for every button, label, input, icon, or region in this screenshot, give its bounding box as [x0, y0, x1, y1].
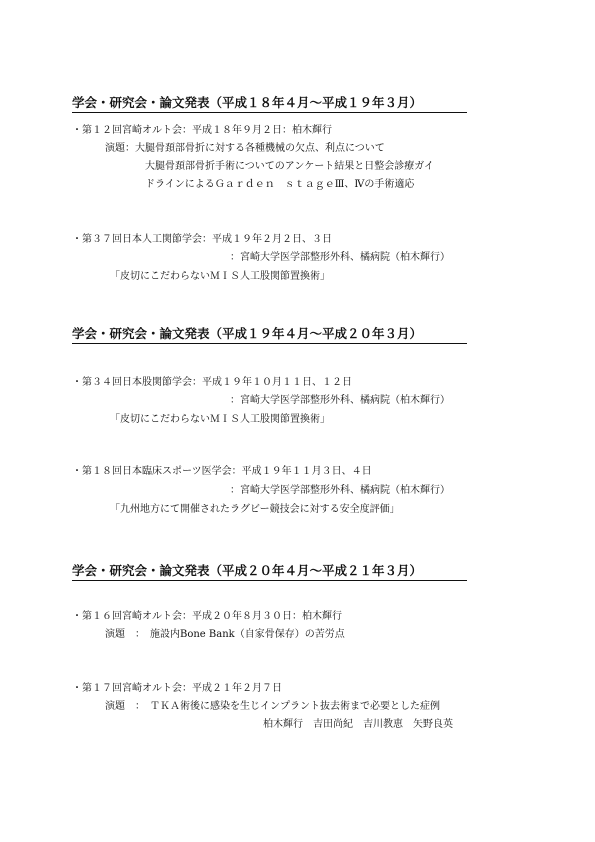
entry-h18-orto-meeting: ・第１２回宮崎オルト会：平成１８年９月２日：柏木輝行 — [72, 125, 332, 136]
section-heading-h18: 学会・研究会・論文発表（平成１８年４月～平成１９年３月） — [72, 95, 467, 113]
entry-h19-sports-medicine-title: 「九州地方にて開催されたラグビー競技会に対する安全度評価」 — [110, 504, 400, 515]
entry-h21-orto-presentation-title: 演題 ： ＴＫＡ術後に感染を生じインプラント抜去術まで必要とした症例 — [105, 701, 440, 712]
section-heading-h19: 学会・研究会・論文発表（平成１９年４月～平成２０年３月） — [72, 326, 467, 344]
entry-h19-sports-medicine-meeting: ・第１８回日本臨床スポーツ医学会：平成１９年１１月３日、４日 — [72, 466, 372, 477]
entry-h20-orto-presentation-title: 演題 ： 施設内Bone Bank（自家骨保存）の苦労点 — [105, 629, 345, 640]
entry-h18-orto-presentation-title: 演題：大腿骨頚部骨折に対する各種機械の欠点、利点について — [105, 143, 385, 154]
entry-h19-arthroplasty-meeting: ・第３７回日本人工関節学会：平成１９年２月２日、３日 — [72, 234, 332, 245]
entry-h19-hip-society-meeting: ・第３４回日本股関節学会：平成１９年１０月１１日、１２日 — [72, 377, 352, 388]
entry-h21-orto-authors: 柏木輝行 吉田尚紀 吉川教恵 矢野良英 — [263, 719, 453, 730]
entry-h18-orto-presentation-title-2: 大腿骨頚部骨折手術についてのアンケート結果と日整会診療ガイ — [145, 161, 434, 172]
entry-h18-orto-presentation-title-3: ドラインによるＧａｒｄｅｎ ｓｔａｇｅⅢ、Ⅳの手術適応 — [145, 179, 415, 190]
entry-h19-arthroplasty-affiliation: ：宮崎大学医学部整形外科、橘病院（柏木輝行） — [230, 252, 450, 263]
entry-h21-orto-meeting: ・第１７回宮崎オルト会：平成２１年２月７日 — [72, 683, 282, 694]
entry-h19-hip-society-title: 「皮切にこだわらないＭＩＳ人工股関節置換術」 — [110, 414, 330, 425]
entry-h19-arthroplasty-title: 「皮切にこだわらないＭＩＳ人工股関節置換術」 — [110, 271, 330, 282]
entry-h19-hip-society-affiliation: ：宮崎大学医学部整形外科、橘病院（柏木輝行） — [230, 395, 450, 406]
section-heading-h20: 学会・研究会・論文発表（平成２０年４月～平成２１年３月） — [72, 563, 467, 581]
entry-h20-orto-meeting: ・第１６回宮崎オルト会：平成２０年８月３０日：柏木輝行 — [72, 611, 342, 622]
entry-h19-sports-medicine-affiliation: ：宮崎大学医学部整形外科、橘病院（柏木輝行） — [230, 485, 450, 496]
